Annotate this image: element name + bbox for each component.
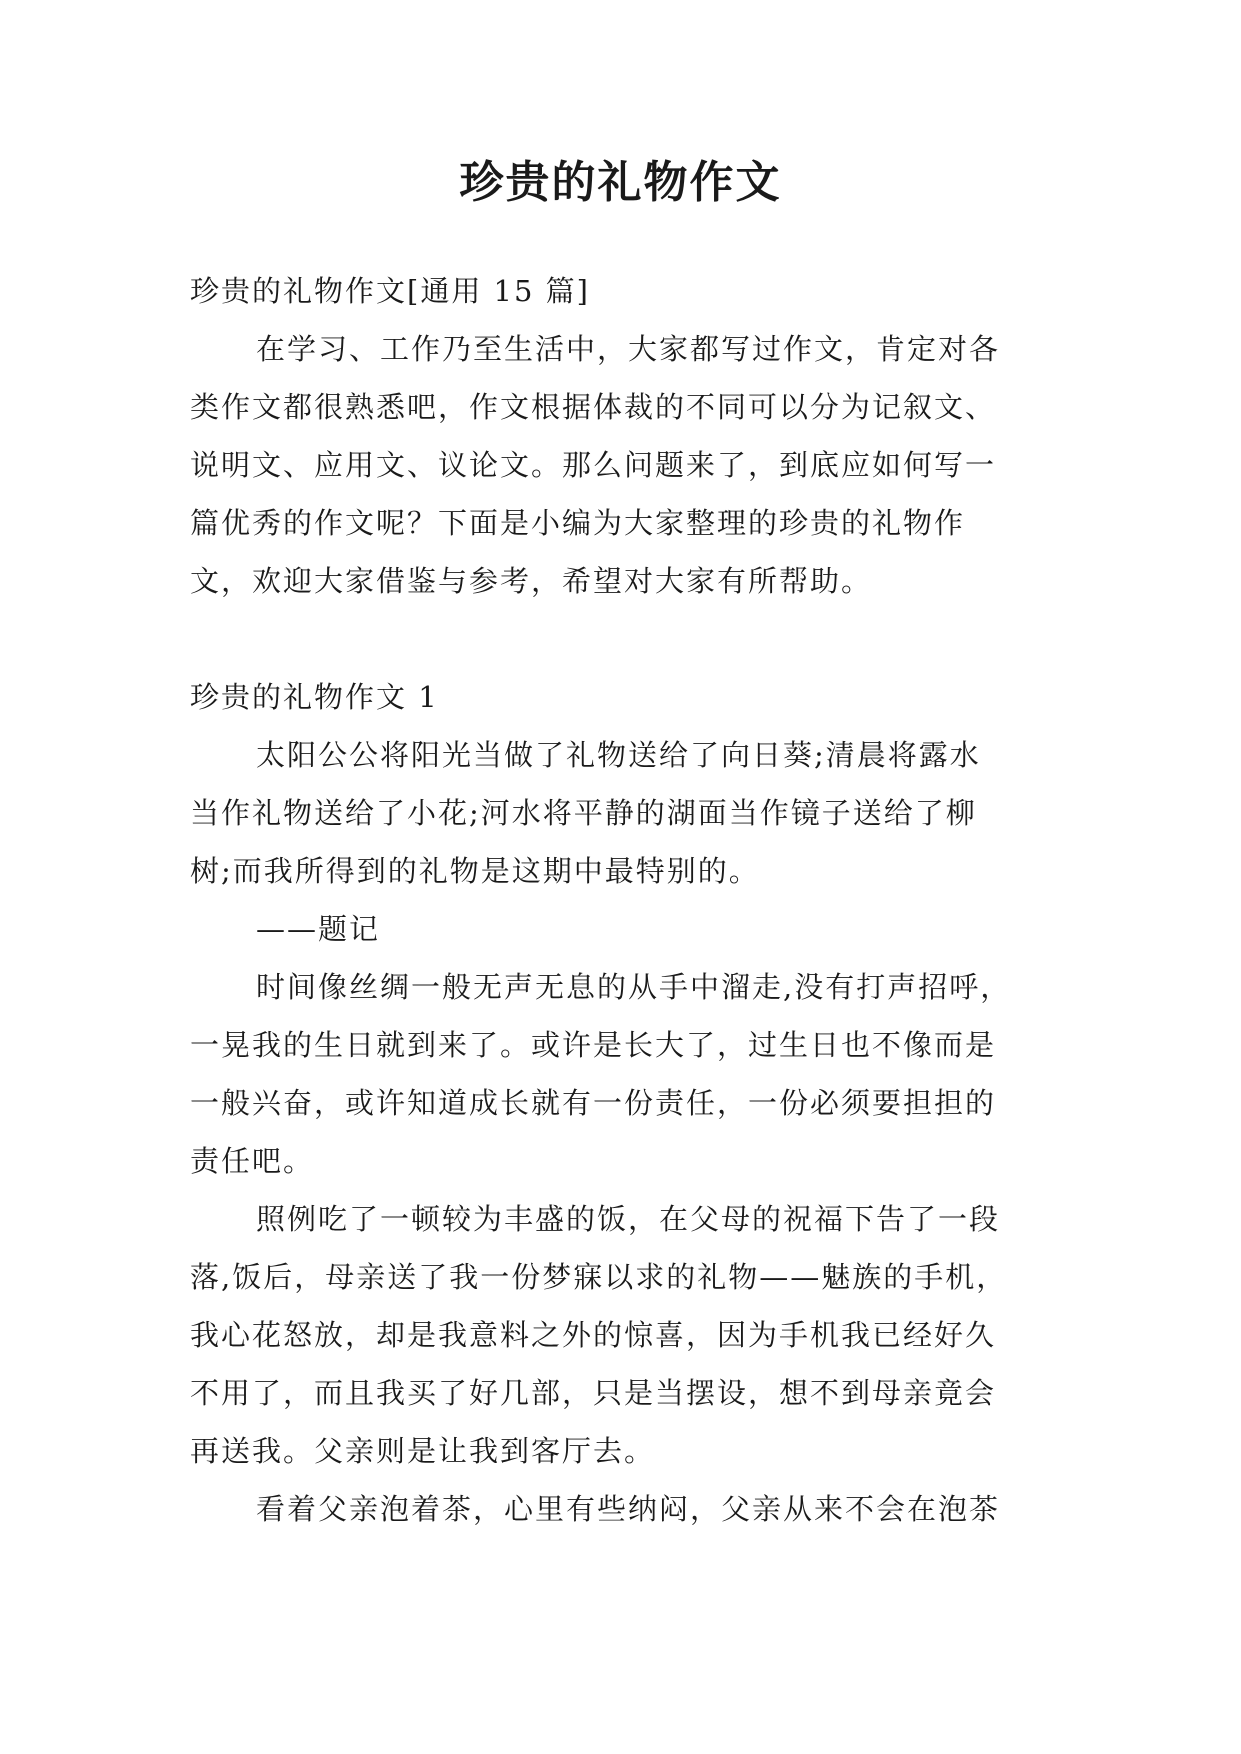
paragraph-line: 落,饭后，母亲送了我一份梦寐以求的礼物——魅族的手机， (190, 1260, 1008, 1294)
document-subtitle: 珍贵的礼物作文[通用 15 篇] (190, 274, 590, 308)
inscription: ——题记 (256, 912, 381, 946)
intro-paragraph (190, 320, 1050, 610)
intro-line: 在学习、工作乃至生活中，大家都写过作文，肯定对各 (256, 332, 1001, 366)
paragraph-line: 再送我。父亲则是让我到客厅去。 (190, 1434, 656, 1468)
paragraph-1 (190, 726, 1050, 900)
paragraph-line: 不用了，而且我买了好几部，只是当摆设，想不到母亲竟会 (190, 1376, 997, 1410)
paragraph-line: 看着父亲泡着茶，心里有些纳闷，父亲从来不会在泡茶 (256, 1492, 1001, 1526)
intro-line: 类作文都很熟悉吧，作文根据体裁的不同可以分为记叙文、 (190, 390, 997, 424)
paragraph-line: 照例吃了一顿较为丰盛的饭，在父母的祝福下告了一段 (256, 1202, 1001, 1236)
paragraph-gap (190, 610, 1050, 668)
paragraph-2 (190, 958, 1050, 1190)
intro-line: 说明文、应用文、议论文。那么问题来了，到底应如何写一 (190, 448, 997, 482)
paragraph-line: 责任吧。 (190, 1144, 315, 1178)
section-heading: 珍贵的礼物作文 1 (190, 680, 439, 714)
paragraph-line: 时间像丝绸一般无声无息的从手中溜走,没有打声招呼， (256, 970, 1012, 1004)
paragraph-line: 树;而我所得到的礼物是这期中最特别的。 (190, 854, 760, 888)
paragraph-line: 太阳公公将阳光当做了礼物送给了向日葵;清晨将露水 (256, 738, 981, 772)
intro-line: 篇优秀的作文呢？下面是小编为大家整理的珍贵的礼物作 (190, 506, 966, 540)
paragraph-4 (190, 1480, 1050, 1538)
paragraph-line: 一般兴奋，或许知道成长就有一份责任，一份必须要担担的 (190, 1086, 997, 1120)
paragraph-3 (190, 1190, 1050, 1480)
document-body (190, 262, 1050, 1538)
intro-line: 文，欢迎大家借鉴与参考，希望对大家有所帮助。 (190, 564, 873, 598)
paragraph-line: 我心花怒放，却是我意料之外的惊喜，因为手机我已经好久 (190, 1318, 997, 1352)
paragraph-line: 当作礼物送给了小花;河水将平静的湖面当作镜子送给了柳 (190, 796, 977, 830)
document-title: 珍贵的礼物作文 (459, 157, 782, 208)
paragraph-line: 一晃我的生日就到来了。或许是长大了，过生日也不像而是 (190, 1028, 997, 1062)
